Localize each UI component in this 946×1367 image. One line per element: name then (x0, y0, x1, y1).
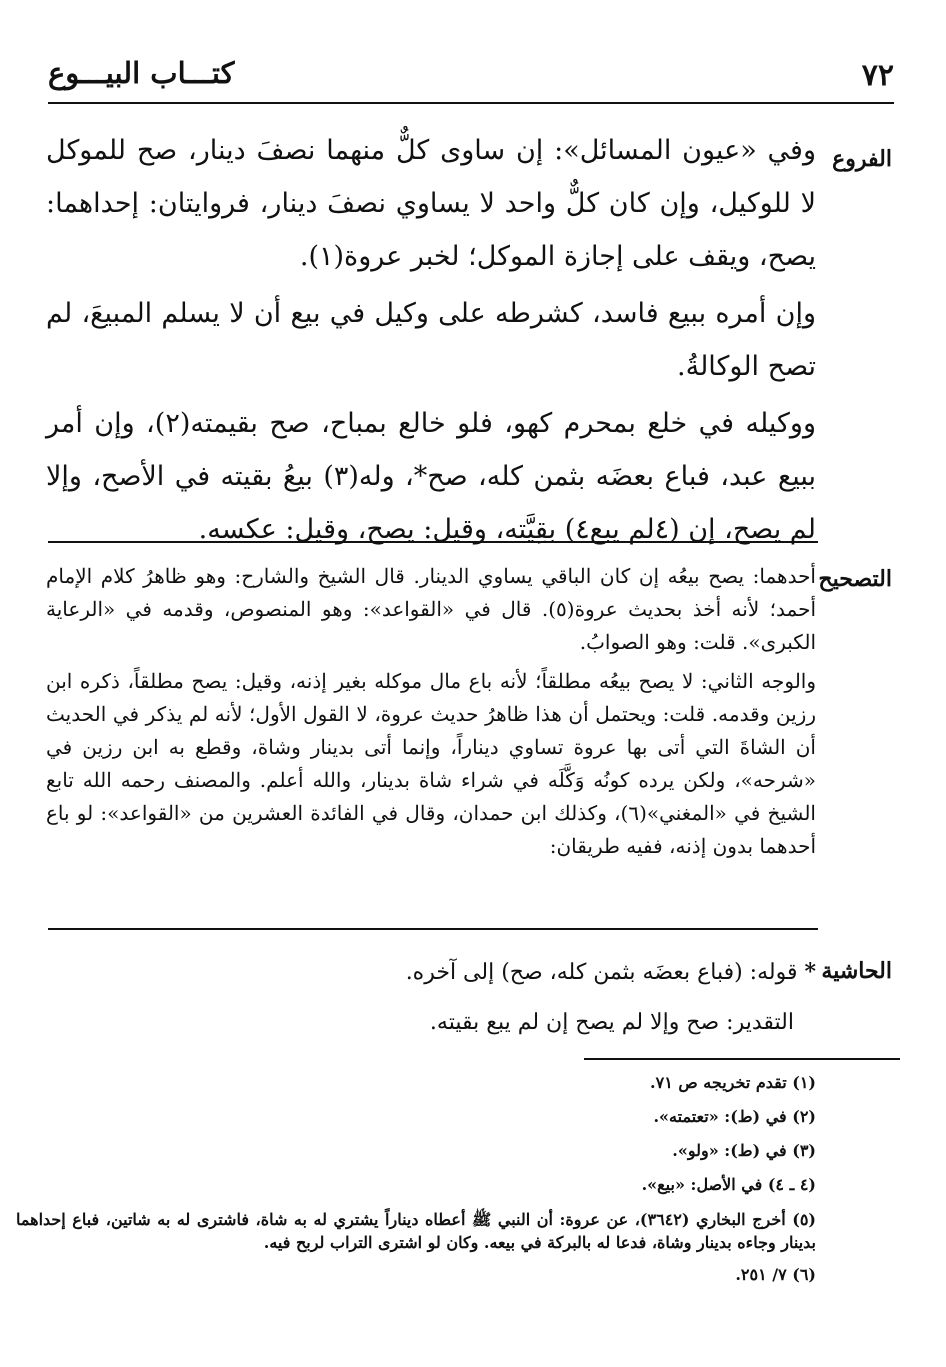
book-title: كتـــاب البيـــوع (48, 56, 235, 90)
section-divider-2 (48, 928, 818, 930)
page-number: ٧٢ (861, 58, 894, 93)
hashiya-line-1 (46, 952, 816, 993)
tashih-paragraph-2: والوجه الثاني: لا يصح بيعُه مطلقاً؛ لأنه باع مال موكله بغير إذنه، وقيل: يصح مطلقاً، ذكره ابن رزين وقدمه. قلت: ويحتمل أن هذا ظاهرُ حديث عروة، لا القول الأول؛ لأنه لم يذكر في الحديث أن الشاةَ التي أتى بها عروة تساوي ديناراً، وإنما أتى بدينار وشاة، وقطع به ابن رزين في «شرحه»، ولكن يرده كونُه وَكَّلَه في شراء شاة بدينار، والله أعلم. والمصنف رحمه الله تابع الشيخ في «المغني»(٦)، وكذلك ابن حمدان، وقال في الفائدة العشرين من «القواعد»: لو باع أحدهما بدون إذنه، ففيه طريقان: (46, 669, 816, 858)
footnote-2: (٢) في (ط): «تعتمته». (653, 1107, 816, 1126)
asterisk-marker: * (804, 959, 816, 985)
tashih-paragraph-1: أحدهما: يصح بيعُه إن كان الباقي يساوي الدينار. قال الشيخ والشارح: وهو ظاهرُ كلام الإمام أحمد؛ لأنه أخذ بحديث عروة(٥). قال في «القواعد»: وهو المنصوص، وقدمه في «الرعاية الكبرى». قلت: وهو الصوابُ. (46, 564, 817, 654)
hashiya-section (46, 952, 816, 1043)
footnotes (16, 1066, 816, 1292)
furu-paragraph-1: وفي «عيون المسائل»: إن ساوى كلٌّ منهما نصفَ دينار، صح للموكل لا للوكيل، وإن كان كلٌّ واحد لا يساوي نصفَ دينار، فروايتان: إحداهما: يصح، ويقف على إجازة الموكل؛ لخبر عروة(١). (46, 135, 816, 272)
footnote-4: (٤ ـ ٤) في الأصل: «بيع». (641, 1175, 816, 1194)
furu-section (46, 124, 816, 560)
label-tashih: التصحيح (818, 566, 892, 592)
hashiya-line-2: التقدير: صح وإلا لم يصح إن لم يبع بقيته. (429, 1010, 794, 1035)
footnote-6: (٦) ٧/ ٢٥١. (735, 1265, 816, 1284)
furu-paragraph-3: ووكيله في خلع بمحرم كهو، فلو خالع بمباح، صح بقيمته(٢)، وإن أمر ببيع عبد، فباع بعضَه بثمن كله، صح*، وله(٣) بيعُ بقيته في الأصح، وإلا لم يصح، إن (٤لم يبع٤) بقِيَّته، وقيل: يصح، وقيل: عكسه. (46, 408, 816, 545)
furu-paragraph-2: وإن أمره ببيع فاسد، كشرطه على وكيل في بيع أن لا يسلم المبيعَ، لم تصح الوكالةُ. (46, 298, 816, 382)
header-rule (48, 102, 894, 104)
label-furu: الفروع (832, 146, 892, 172)
tashih-section (46, 560, 816, 869)
label-hashiya: الحاشية (821, 958, 892, 984)
page-header (48, 52, 894, 102)
footnote-5: (٥) أخرج البخاري (٣٦٤٢)، عن عروة: أن النبي ﷺ أعطاه ديناراً يشتري له به شاة، فاشترى له به شاتين، فباع إحداهما بدينار وجاءه بدينار وشاة، فدعا له بالبركة في بيعه. وكان لو اشترى التراب لربح فيه. (16, 1210, 816, 1252)
section-divider-1 (48, 541, 818, 543)
footnote-divider (584, 1058, 900, 1060)
hashiya-text-1: قوله: (فباع بعضَه بثمن كله، صح) إلى آخره. (405, 960, 798, 985)
footnote-1: (١) تقدم تخريجه ص ٧١. (650, 1073, 816, 1092)
footnote-3: (٣) في (ط): «ولو». (672, 1141, 816, 1160)
